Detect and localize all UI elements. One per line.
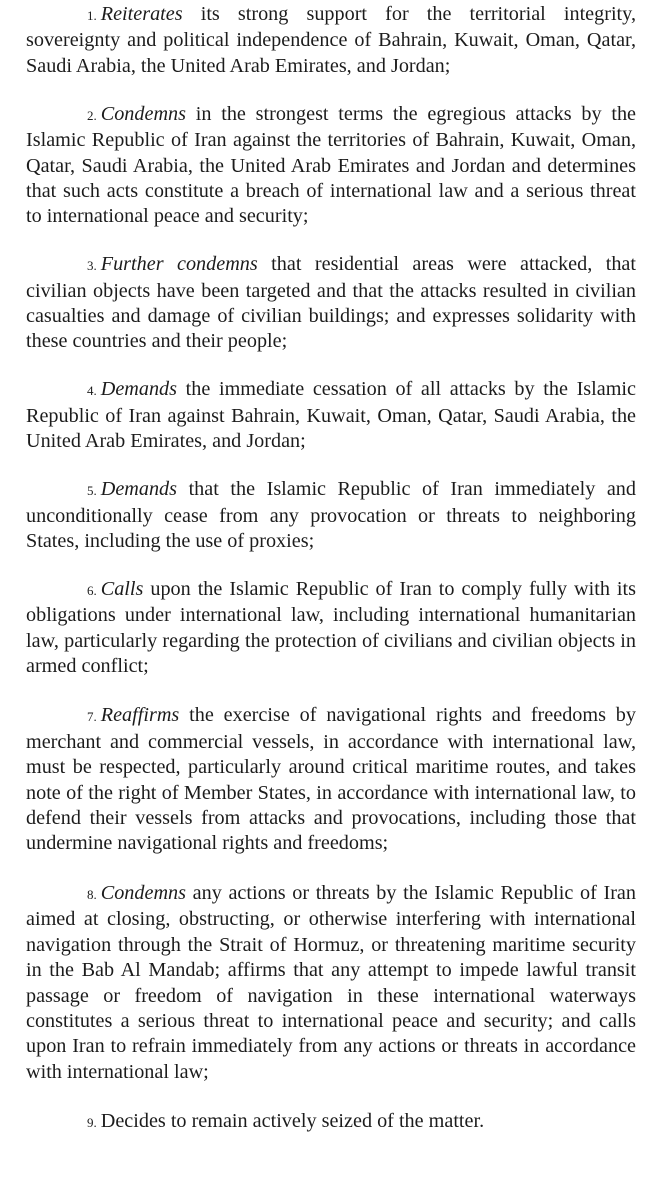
paragraph-lead-verb: Reiterates <box>100 3 183 25</box>
resolution-document <box>26 2 636 1136</box>
paragraph-lead-verb: Condemns <box>100 881 186 904</box>
paragraph-text: any actions or threats by the Islamic Republic of Iran aimed at closing, obstructing, or otherwise interfering with international navigation through the Strait of Hormuz, or threatening maritime security in the Bab Al Mandab; affirms that any attempt to impede lawful transit passage or freedom of navigation in these international waterways constitutes a serious threat to international peace and security; and calls upon Iran to refrain immediately from any actions or threats in accordance with international law; <box>26 881 636 1083</box>
paragraph-number: 3. <box>87 258 97 274</box>
paragraph-text: that residential areas were attacked, that civilian objects have been targeted and that the attacks resulted in civilian casualties and damage of civilian buildings; and expresses solidarity with these countries and their people; <box>26 253 636 353</box>
paragraph-text: that the Islamic Republic of Iran immediately and unconditionally cease from any provocation or threats to neighboring States, including the use of proxies; <box>26 478 636 552</box>
operative-paragraph-2 <box>26 102 636 230</box>
operative-paragraph-5 <box>26 477 636 554</box>
paragraph-number: 6. <box>87 582 97 598</box>
operative-paragraph-8 <box>26 881 636 1085</box>
paragraph-number: 7. <box>87 709 97 725</box>
paragraph-lead-verb: Reaffirms <box>100 704 180 727</box>
paragraph-number: 5. <box>87 483 97 499</box>
operative-paragraph-3 <box>26 252 636 355</box>
paragraph-lead-verb: Condemns <box>100 102 186 125</box>
operative-paragraph-4 <box>26 377 636 454</box>
paragraph-text: upon the Islamic Republic of Iran to comply fully with its obligations under international law, including international humanitarian law, particularly regarding the protection of civilians and civilian objects in armed conflict; <box>26 577 636 678</box>
paragraph-lead-verb: Demands <box>100 378 178 401</box>
paragraph-number: 9. <box>87 1115 97 1131</box>
paragraph-number: 8. <box>87 886 97 902</box>
paragraph-number: 4. <box>87 383 97 399</box>
paragraph-number: 2. <box>87 107 97 123</box>
paragraph-lead-verb: Further condemns <box>100 253 258 276</box>
paragraph-text: its strong support for the territorial integrity, sovereignty and political independence of Bahrain, Kuwait, Oman, Qatar, Saudi Arabia, the United Arab Emirates, and Jordan; <box>26 3 636 77</box>
paragraph-text: in the strongest terms the egregious attacks by the Islamic Republic of Iran against the territories of Bahrain, Kuwait, Oman, Qatar, Saudi Arabia, the United Arab Emirates and Jordan and determines that such acts constitute a breach of international law and a serious threat to international peace and security; <box>26 102 636 228</box>
operative-paragraph-6 <box>26 577 636 680</box>
operative-paragraph-1 <box>26 2 636 79</box>
paragraph-text: the exercise of navigational rights and freedoms by merchant and commercial vessels, in accordance with international law, must be respected, particularly around critical maritime routes, and takes note of the right of Member States, in accordance with international law, to defend their vessels from attacks and provocations, including those that undermine navigational rights and freedoms; <box>26 704 636 855</box>
operative-paragraph-9 <box>26 1109 636 1135</box>
operative-paragraph-7 <box>26 703 636 856</box>
paragraph-text: Decides to remain actively seized of the matter. <box>100 1110 485 1133</box>
paragraph-lead-verb: Demands <box>100 478 178 501</box>
paragraph-lead-verb: Calls <box>100 577 144 600</box>
paragraph-text: the immediate cessation of all attacks by the Islamic Republic of Iran against Bahrain, Kuwait, Oman, Qatar, Saudi Arabia, the United Arab Emirates, and Jordan; <box>26 378 636 453</box>
paragraph-number: 1. <box>87 8 97 23</box>
